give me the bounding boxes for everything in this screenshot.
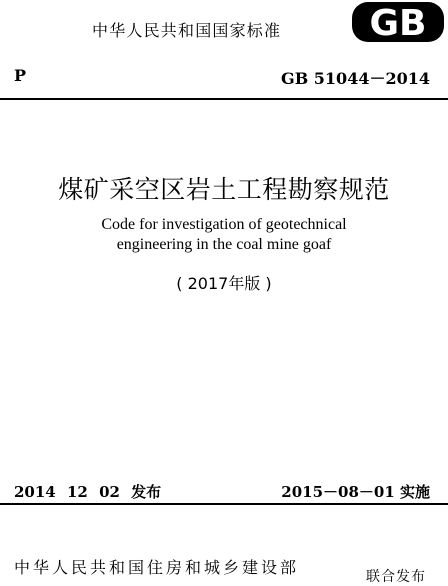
top-divider <box>0 98 448 100</box>
standard-number: GB 51044－2014 <box>281 69 430 88</box>
issue-date: 2014 12 02 发布 <box>14 483 162 501</box>
gb-logo <box>348 0 448 42</box>
issuing-standard-type: 中华人民共和国国家标准 <box>92 21 282 40</box>
title-chinese: 煤矿采空区岩土工程勘察规范 <box>58 175 390 204</box>
title-english-line2: engineering in the coal mine goaf <box>116 236 332 253</box>
issuer-ministry: 中华人民共和国住房和城乡建设部 <box>14 558 300 577</box>
gb-logo-text: GB <box>369 3 427 42</box>
title-english <box>0 215 448 255</box>
bottom-divider <box>0 503 448 505</box>
edition-label: ( 2017年版 ) <box>176 274 272 293</box>
title-english-line1: Code for investigation of geotechnical <box>101 216 347 233</box>
category-letter: P <box>14 66 27 85</box>
implementation-date: 2015－08－01 实施 <box>281 483 430 501</box>
joint-issue-label: 联合发布 <box>366 569 426 585</box>
